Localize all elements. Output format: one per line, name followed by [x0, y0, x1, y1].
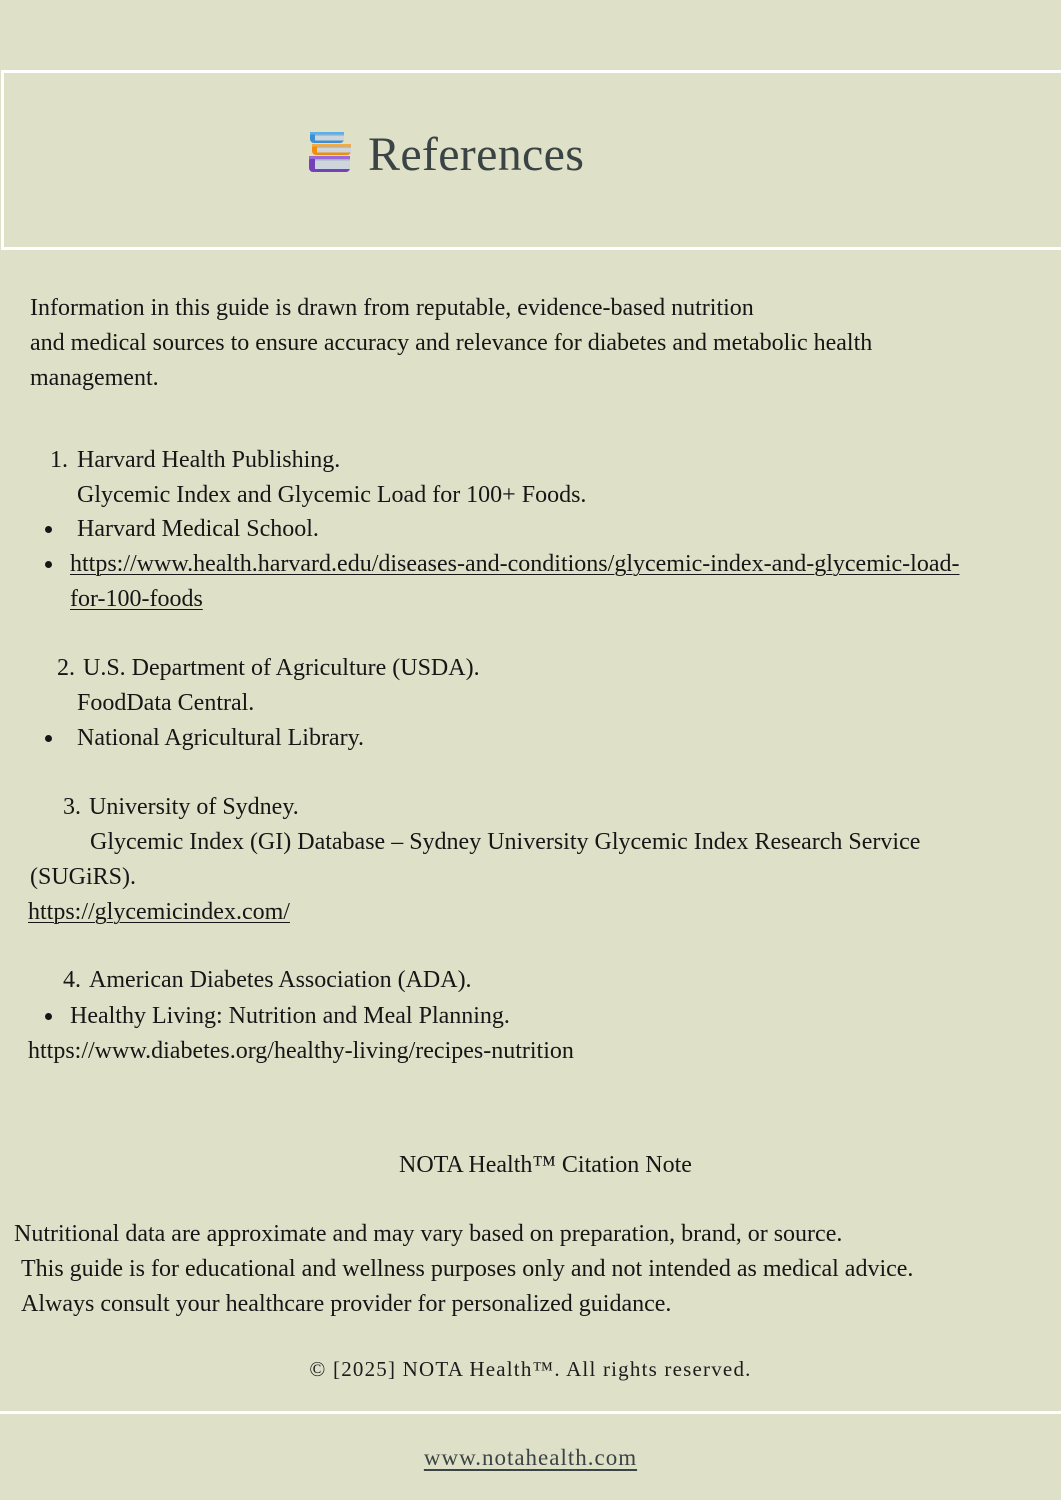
reference-2-publisher: National Agricultural Library.	[77, 725, 365, 751]
reference-3-number: 3.	[63, 794, 81, 820]
reference-1-link[interactable]: https://www.health.harvard.edu/diseases-and-conditions/glycemic-index-and-glycemic-load-	[70, 551, 960, 577]
reference-1-publisher: Harvard Medical School.	[77, 516, 319, 542]
reference-4-source: American Diabetes Association (ADA).	[89, 967, 472, 993]
citation-note-heading: NOTA Health™ Citation Note	[399, 1152, 692, 1178]
reference-2-number: 2.	[57, 655, 75, 681]
reference-3-title-line-2: (SUGiRS).	[30, 864, 137, 890]
reference-4-url: https://www.diabetes.org/healthy-living/recipes-nutrition	[28, 1038, 574, 1064]
reference-3-source: University of Sydney.	[89, 794, 299, 820]
reference-2-source: U.S. Department of Agriculture (USDA).	[83, 655, 480, 681]
footer-divider	[0, 1411, 1061, 1414]
intro-line-2: and medical sources to ensure accuracy and relevance for diabetes and metabolic health	[30, 330, 873, 356]
page-header	[308, 126, 584, 182]
reference-1-source: Harvard Health Publishing.	[77, 447, 341, 473]
reference-4-title: Healthy Living: Nutrition and Meal Planning.	[70, 1003, 510, 1029]
reference-3-link[interactable]: https://glycemicindex.com/	[28, 899, 290, 925]
books-icon	[308, 129, 368, 179]
bullet-icon	[45, 735, 52, 742]
intro-line-1: Information in this guide is drawn from reputable, evidence-based nutrition	[30, 295, 754, 321]
citation-note-line-3: Always consult your healthcare provider for personalized guidance.	[21, 1291, 672, 1317]
citation-note-line-1: Nutritional data are approximate and may vary based on preparation, brand, or source.	[14, 1221, 843, 1247]
reference-3-title-line-1: Glycemic Index (GI) Database – Sydney University Glycemic Index Research Service	[90, 829, 921, 855]
website-link[interactable]: www.notahealth.com	[423, 1445, 638, 1470]
reference-1-link-continued[interactable]: for-100-foods	[70, 586, 203, 612]
reference-2-title: FoodData Central.	[77, 690, 255, 716]
page-title: References	[368, 127, 585, 181]
bullet-icon	[45, 561, 52, 568]
copyright-text: © [2025] NOTA Health™. All rights reserved.	[309, 1357, 752, 1381]
bullet-icon	[45, 1013, 52, 1020]
intro-line-3: management.	[30, 365, 159, 391]
reference-4-number: 4.	[63, 967, 81, 993]
reference-1-number: 1.	[50, 447, 68, 473]
reference-1-title: Glycemic Index and Glycemic Load for 100+ Foods.	[77, 482, 587, 508]
bullet-icon	[45, 526, 52, 533]
citation-note-line-2: This guide is for educational and wellness purposes only and not intended as medical advice.	[21, 1256, 914, 1282]
